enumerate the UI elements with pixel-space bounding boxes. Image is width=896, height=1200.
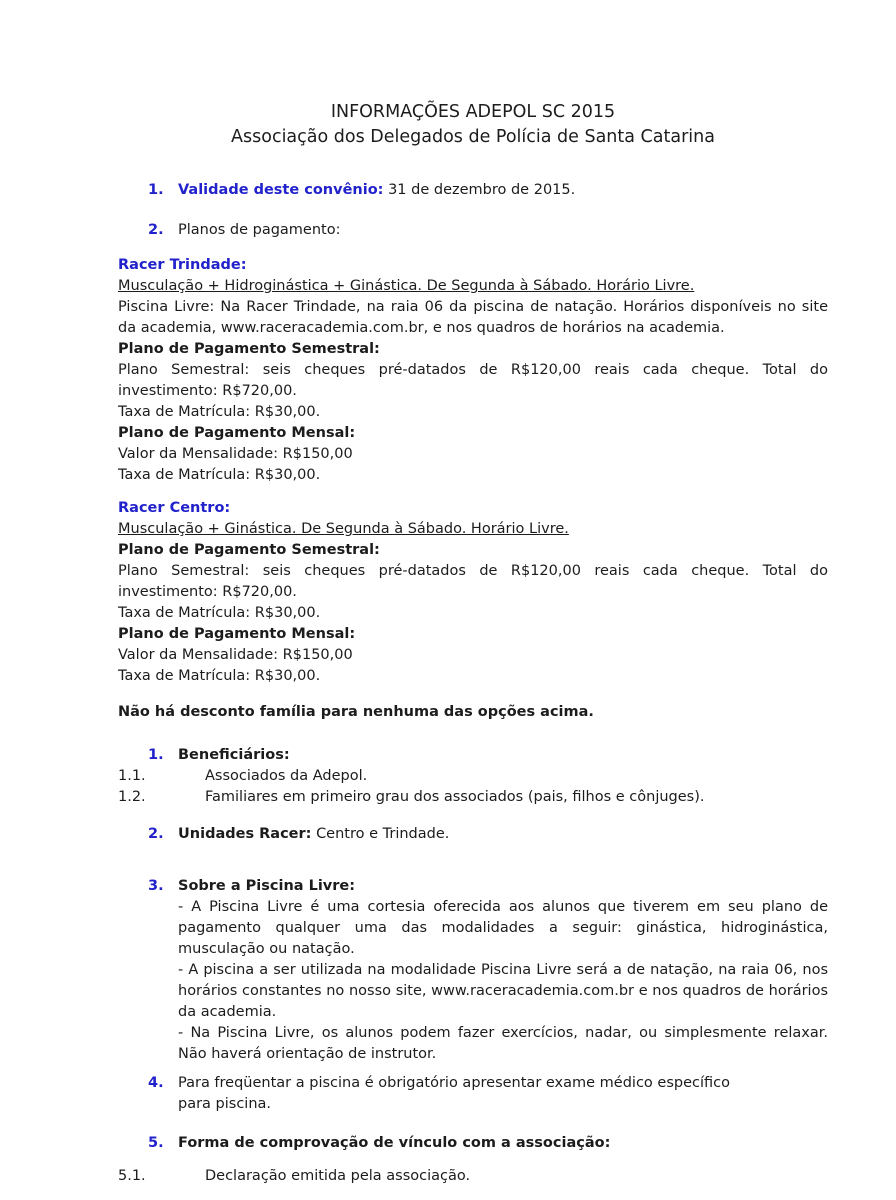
unidades-value: Centro e Trindade. bbox=[316, 826, 450, 842]
list-item-planos bbox=[118, 220, 828, 241]
unidades-label: Unidades Racer: bbox=[178, 826, 312, 842]
racer-centro-modalities: Musculação + Ginástica. De Segunda à Sábado. Horário Livre. bbox=[118, 521, 569, 537]
page-title: INFORMAÇÕES ADEPOL SC 2015 bbox=[330, 102, 616, 122]
comprovacao-heading: Forma de comprovação de vínculo com a associação: bbox=[178, 1135, 611, 1151]
exame-text: Para freqüentar a piscina é obrigatório apresentar exame médico específico para piscina. bbox=[178, 1075, 730, 1112]
sub-item-familiares bbox=[118, 787, 828, 808]
sub-item-text: Familiares em primeiro grau dos associados (pais, filhos e cônjuges). bbox=[205, 789, 705, 805]
racer-trindade-modalities: Musculação + Hidroginástica + Ginástica. De Segunda à Sábado. Horário Livre. bbox=[118, 278, 695, 294]
no-family-discount-notice: Não há desconto família para nenhuma das opções acima. bbox=[118, 704, 594, 720]
sub-item-number: 1.2. bbox=[118, 789, 146, 805]
section-racer-centro bbox=[118, 498, 828, 687]
racer-trindade-heading: Racer Trindade: bbox=[118, 257, 247, 273]
sub-item-number: 1.1. bbox=[118, 768, 146, 784]
taxa-matricula: Taxa de Matrícula: R$30,00. bbox=[118, 404, 321, 420]
planos-label: Planos de pagamento: bbox=[178, 222, 341, 238]
piscina-livre-para2: - A piscina a ser utilizada na modalidade Piscina Livre será a de natação, na raia 06, nos horários constantes no nosso site, www.raceracademia.com.br e nos quadros de horários da academia. bbox=[178, 962, 828, 1020]
plano-semestral-heading: Plano de Pagamento Semestral: bbox=[118, 341, 380, 357]
sub-item-text: Declaração emitida pela associação. bbox=[205, 1168, 471, 1184]
page-subtitle: Associação dos Delegados de Polícia de Santa Catarina bbox=[231, 127, 715, 147]
racer-trindade-piscina-note: Piscina Livre: Na Racer Trindade, na raia 06 da piscina de natação. Horários disponíveis no site da academia, www.raceracademia.com.br, e nos quadros de horários na academia. bbox=[118, 299, 828, 336]
plano-semestral-text: Plano Semestral: seis cheques pré-datados de R$120,00 reais cada cheque. Total do investimento: R$720,00. bbox=[118, 563, 828, 600]
list-number: 5. bbox=[148, 1135, 164, 1151]
taxa-matricula: Taxa de Matrícula: R$30,00. bbox=[118, 668, 321, 684]
sub-item-number: 5.1. bbox=[118, 1168, 146, 1184]
sub-item-text: Associados da Adepol. bbox=[205, 768, 368, 784]
list-item-comprovacao bbox=[118, 1133, 828, 1154]
list-item-piscina-livre bbox=[118, 876, 828, 897]
list-number: 2. bbox=[148, 826, 164, 842]
list-item-validade bbox=[118, 180, 828, 201]
taxa-matricula: Taxa de Matrícula: R$30,00. bbox=[118, 605, 321, 621]
validade-value: 31 de dezembro de 2015. bbox=[388, 182, 576, 198]
valor-mensalidade: Valor da Mensalidade: R$150,00 bbox=[118, 647, 353, 663]
plano-semestral-text: Plano Semestral: seis cheques pré-datados de R$120,00 reais cada cheque. Total do investimento: R$720,00. bbox=[118, 362, 828, 399]
sub-item-associados bbox=[118, 766, 828, 787]
plano-mensal-heading: Plano de Pagamento Mensal: bbox=[118, 626, 356, 642]
piscina-livre-heading: Sobre a Piscina Livre: bbox=[178, 878, 356, 894]
racer-centro-heading: Racer Centro: bbox=[118, 500, 231, 516]
plano-semestral-heading: Plano de Pagamento Semestral: bbox=[118, 542, 380, 558]
validade-label: Validade deste convênio: bbox=[178, 182, 384, 198]
list-number: 3. bbox=[148, 878, 164, 894]
sub-item-declaracao bbox=[118, 1166, 828, 1187]
valor-mensalidade: Valor da Mensalidade: R$150,00 bbox=[118, 446, 353, 462]
list-number: 1. bbox=[148, 182, 164, 198]
list-item-exame-medico bbox=[118, 1073, 828, 1115]
list-item-beneficiarios bbox=[118, 745, 828, 766]
section-racer-trindade bbox=[118, 255, 828, 486]
beneficiarios-heading: Beneficiários: bbox=[178, 747, 290, 763]
taxa-matricula: Taxa de Matrícula: R$30,00. bbox=[118, 467, 321, 483]
list-number: 1. bbox=[148, 747, 164, 763]
piscina-livre-para3: - Na Piscina Livre, os alunos podem fazer exercícios, nadar, ou simplesmente relaxar. Não haverá orientação de instrutor. bbox=[178, 1025, 828, 1062]
list-item-unidades bbox=[118, 824, 828, 845]
piscina-livre-para1: - A Piscina Livre é uma cortesia oferecida aos alunos que tiverem em seu plano de pagamento qualquer uma das modalidades a seguir: ginástica, hidroginástica, musculação ou natação. bbox=[178, 899, 828, 957]
list-number: 2. bbox=[148, 222, 164, 238]
plano-mensal-heading: Plano de Pagamento Mensal: bbox=[118, 425, 356, 441]
list-number: 4. bbox=[148, 1075, 164, 1091]
